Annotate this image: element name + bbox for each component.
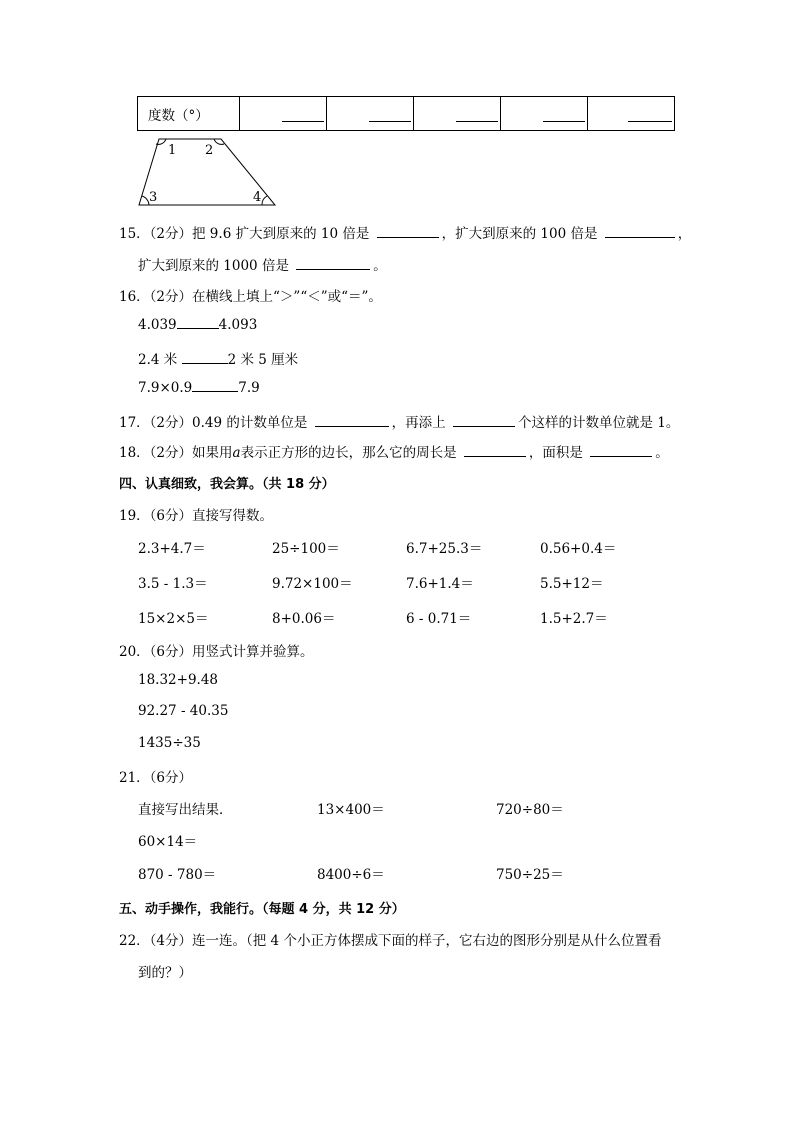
angle-label-1: 1 [168,143,177,158]
question-20-title: 20．（6分）用竖式计算并验算。 [119,644,314,660]
section-4-heading: 四、认真细致，我会算。（共 18 分） [119,477,335,492]
question-17: 17．（2分）0.49 的计数单位是 ，再添上 个这样的计数单位就是 1。 [119,415,680,431]
calc-item: 6.7+25.3＝ [406,541,483,557]
calc-item: 870 - 780＝ [138,867,217,883]
answer-blank[interactable] [377,225,439,238]
question-15-line-2: 扩大到原来的 1000 倍是 。 [138,258,387,274]
answer-blank[interactable] [464,444,526,457]
calc-item: 25÷100＝ [272,541,340,557]
question-18: 18．（2分）如果用a表示正方形的边长，那么它的周长是 ，面积是 。 [119,445,669,461]
answer-blank[interactable] [590,444,652,457]
answer-blank[interactable] [605,225,675,238]
angle-label-4: 4 [253,190,262,205]
answer-blank[interactable] [296,257,370,270]
question-19-title: 19．（6分）直接写得数。 [119,508,274,524]
vertical-calc-item: 18.32+9.48 [138,672,219,688]
question-22-line-2: 到的？） [138,965,192,981]
answer-blank[interactable] [177,316,219,329]
calc-item: 8400÷6＝ [317,867,385,883]
calc-item: 9.72×100＝ [272,576,353,592]
angle-label-3: 3 [149,190,158,205]
calc-item: 0.56+0.4＝ [540,541,617,557]
question-21-title: 21．（6分） [119,770,193,786]
angle-label-2: 2 [205,143,214,158]
calc-item: 2.3+4.7＝ [138,541,206,557]
answer-blank[interactable] [315,414,389,427]
compare-item-1: 4.039 4.093 [138,317,258,333]
calc-item: 15×2×5＝ [138,611,209,627]
calc-item: 13×400＝ [317,802,385,818]
answer-blank[interactable] [182,351,228,364]
calc-item: 5.5+12＝ [540,576,604,592]
calc-item: 8+0.06＝ [272,611,336,627]
calc-item: 3.5 - 1.3＝ [138,576,208,592]
degree-header: 度数（°） [138,97,240,131]
compare-item-3: 7.9×0.9 7.9 [138,380,260,396]
question-22-line-1: 22．（4分）连一连。（把 4 个小正方体摆成下面的样子，它右边的图形分别是从什么位置看 [119,933,662,949]
calc-item: 6 - 0.71＝ [406,611,472,627]
answer-blank[interactable] [453,414,515,427]
calc-item: 720÷80＝ [496,802,564,818]
calc-item: 750÷25＝ [496,867,564,883]
compare-item-2: 2.4 米 2 米 5 厘米 [138,352,299,368]
vertical-calc-item: 1435÷35 [138,735,201,751]
calc-item: 60×14＝ [138,834,198,850]
calc-item: 直接写出结果． [138,802,233,818]
question-15-line-1: 15．（2分）把 9.6 扩大到原来的 10 倍是 ，扩大到原来的 100 倍是 ， [119,226,692,242]
vertical-calc-item: 92.27 - 40.35 [138,703,229,719]
section-5-heading: 五、动手操作，我能行。（每题 4 分，共 12 分） [119,902,405,917]
calc-item: 7.6+1.4＝ [406,576,474,592]
answer-blank[interactable] [192,379,238,392]
question-16-title: 16．（2分）在横线上填上“＞”“＜”或“＝”。 [119,289,382,305]
calc-item: 1.5+2.7＝ [540,611,608,627]
